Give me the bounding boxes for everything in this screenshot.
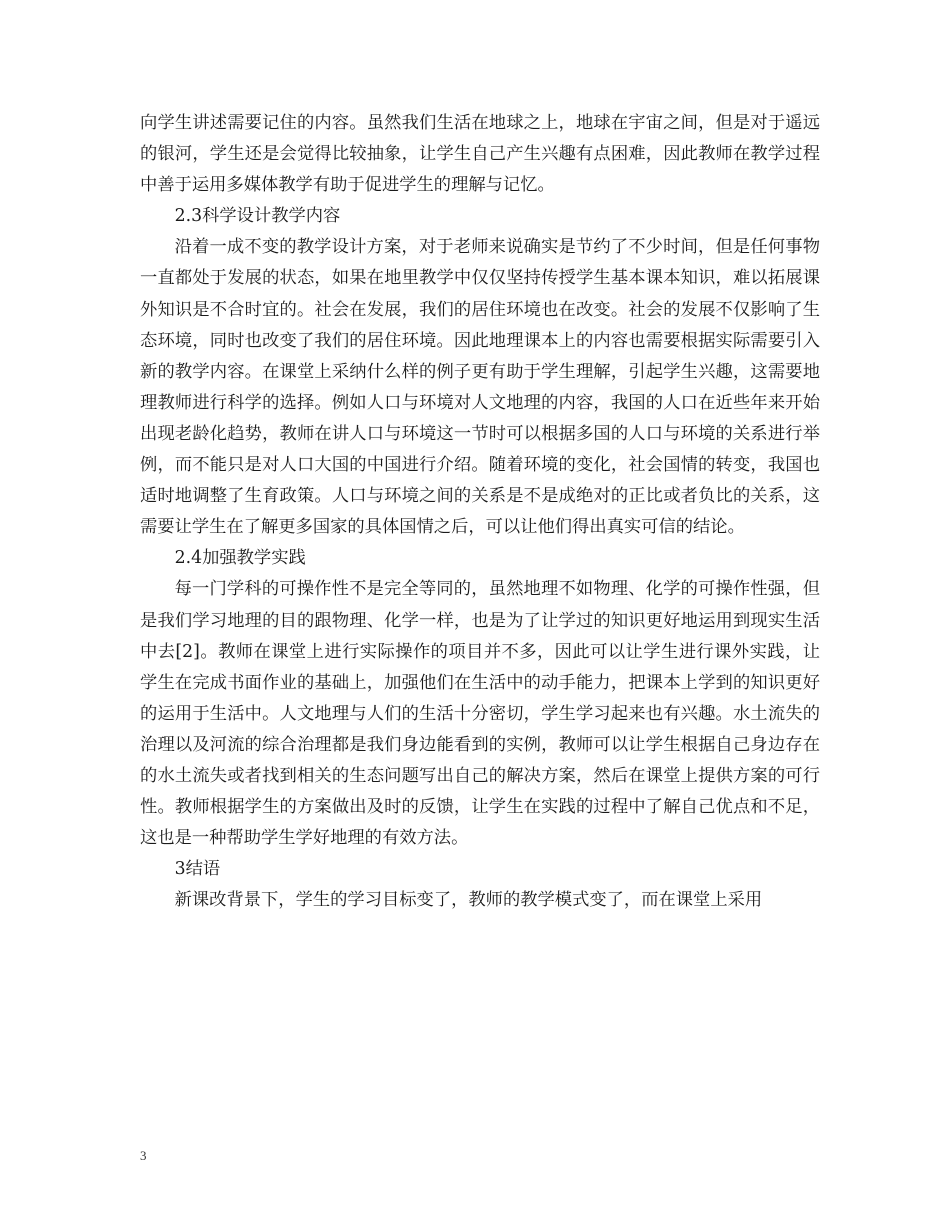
section-heading-2-4: 2.4加强教学实践 [174,548,306,569]
page-number: 3 [140,1148,147,1163]
section-heading-3: 3结语 [174,859,221,880]
paragraph-continuation: 向学生讲述需要记住的内容。虽然我们生活在地球之上，地球在宇宙之间，但是对于遥远的银河，学生还是会觉得比较抽象，让学生自己产生兴趣有点困难，因此教师在教学过程中善于运用多媒体教学有助于促进学生的理解与记忆。 [140,113,820,196]
section-heading-2-3: 2.3科学设计教学内容 [174,206,341,227]
paragraph-teaching-content: 沿着一成不变的教学设计方案，对于老师来说确实是节约了不少时间，但是任何事物一直都处于发展的状态，如果在地里教学中仅仅坚持传授学生基本课本知识，难以拓展课外知识是不合时宜的。社会在发展，我们的居住环境也在改变。社会的发展不仅影响了生态环境，同时也改变了我们的居住环境。因此地理课本上的内容也需要根据实际需要引入新的教学内容。在课堂上采纳什么样的例子更有助于学生理解，引起学生兴趣，这需要地理教师进行科学的选择。例如人口与环境对人文地理的内容，我国的人口在近些年来开始出现老龄化趋势，教师在讲人口与环境这一节时可以根据多国的人口与环境的关系进行举例，而不能只是对人口大国的中国进行介绍。随着环境的变化，社会国情的转变，我国也适时地调整了生育政策。人口与环境之间的关系是不是成绝对的正比或者负比的关系，这需要让学生在了解更多国家的具体国情之后，可以让他们得出真实可信的结论。 [140,237,820,538]
document-body [140,108,820,916]
paragraph-teaching-practice: 每一门学科的可操作性不是完全等同的，虽然地理不如物理、化学的可操作性强，但是我们学习地理的目的跟物理、化学一样，也是为了让学过的知识更好地运用到现实生活中去[2]。教师在课堂上进行实际操作的项目并不多，因此可以让学生进行课外实践，让学生在完成书面作业的基础上，加强他们在生活中的动手能力，把课本上学到的知识更好的运用于生活中。人文地理与人们的生活十分密切，学生学习起来也有兴趣。水土流失的治理以及河流的综合治理都是我们身边能看到的实例，教师可以让学生根据自己身边存在的水土流失或者找到相关的生态问题写出自己的解决方案，然后在课堂上提供方案的可行性。教师根据学生的方案做出及时的反馈，让学生在实践的过程中了解自己优点和不足，这也是一种帮助学生学好地理的有效方法。 [140,579,820,849]
paragraph-conclusion: 新课改背景下，学生的学习目标变了，教师的教学模式变了，而在课堂上采用 [174,890,763,911]
